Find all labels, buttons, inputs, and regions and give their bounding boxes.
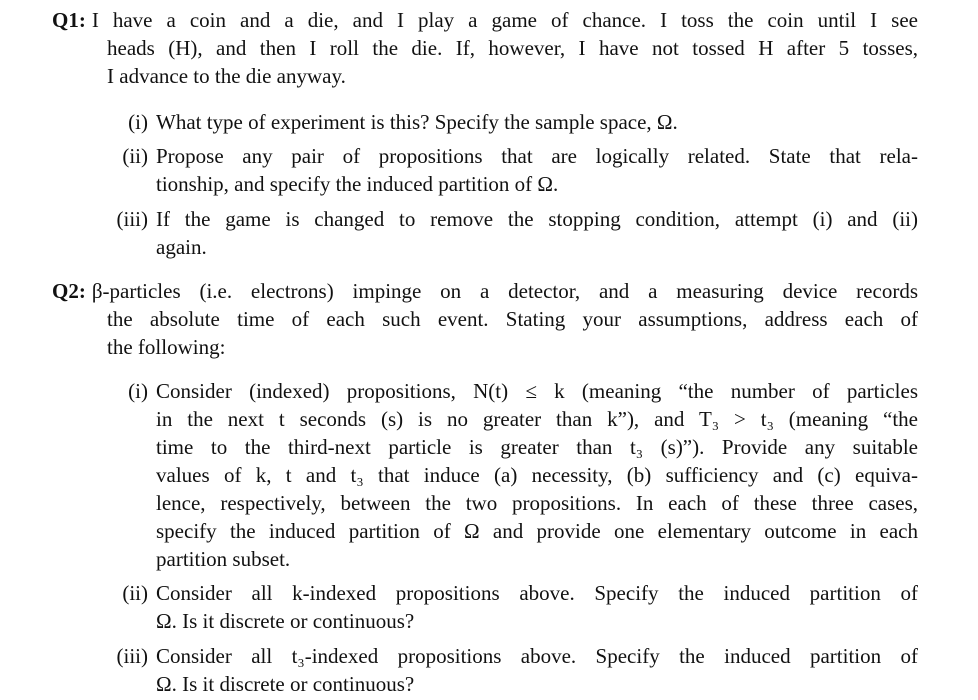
item-text-line: in the next t seconds (s) is no greater than k”), and T₃ > t₃ (meaning “the (156, 407, 918, 431)
question-2-label: Q2: (52, 279, 86, 303)
item-number: (iii) (116, 207, 148, 231)
item-text-line: specify the induced partition of Ω and provide one elementary outcome in each (156, 519, 918, 543)
question-2-line-1: Q2: β-particles (i.e. electrons) impinge on a detector, and a measuring device records (52, 279, 918, 303)
question-1 (52, 6, 918, 90)
item-text-line: What type of experiment is this? Specify the sample space, Ω. (156, 110, 678, 134)
item-text-line: Consider (indexed) propositions, N(t) ≤ k (meaning “the number of particles (156, 379, 918, 403)
question-2-line-2: the absolute time of each such event. Stating your assumptions, address each of (107, 307, 918, 331)
item-text-line: Propose any pair of propositions that are logically related. State that rela- (156, 144, 918, 168)
item-text-line: values of k, t and t₃ that induce (a) necessity, (b) sufficiency and (c) equiva- (156, 463, 918, 487)
question-2 (52, 277, 918, 361)
item-text-line: partition subset. (156, 547, 291, 571)
item-text-line: Consider all k-indexed propositions above. Specify the induced partition of (156, 581, 918, 605)
item-text-line: If the game is changed to remove the stopping condition, attempt (i) and (ii) (156, 207, 918, 231)
item-number: (ii) (122, 144, 148, 168)
question-1-line-2: heads (H), and then I roll the die. If, however, I have not tossed H after 5 tosses, (107, 36, 918, 60)
item-number: (i) (128, 110, 148, 134)
item-text-line: again. (156, 235, 207, 259)
item-text-line: Ω. Is it discrete or continuous? (156, 609, 415, 633)
item-text-line: Consider all t₃-indexed propositions above. Specify the induced partition of (156, 644, 918, 668)
question-2-line-3: the following: (107, 335, 226, 359)
item-number: (ii) (122, 581, 148, 605)
question-1-line-3: I advance to the die anyway. (107, 64, 346, 88)
item-number: (iii) (116, 644, 148, 668)
question-1-label: Q1: (52, 8, 86, 32)
item-text-line: tionship, and specify the induced partition of Ω. (156, 172, 559, 196)
item-text-line: time to the third-next particle is greater than t₃ (s)”). Provide any suitable (156, 435, 918, 459)
question-1-line-1: Q1: I have a coin and a die, and I play a game of chance. I toss the coin until I see (52, 8, 918, 32)
item-text-line: lence, respectively, between the two propositions. In each of these three cases, (156, 491, 918, 515)
item-number: (i) (128, 379, 148, 403)
item-text-line: Ω. Is it discrete or continuous? (156, 672, 415, 696)
